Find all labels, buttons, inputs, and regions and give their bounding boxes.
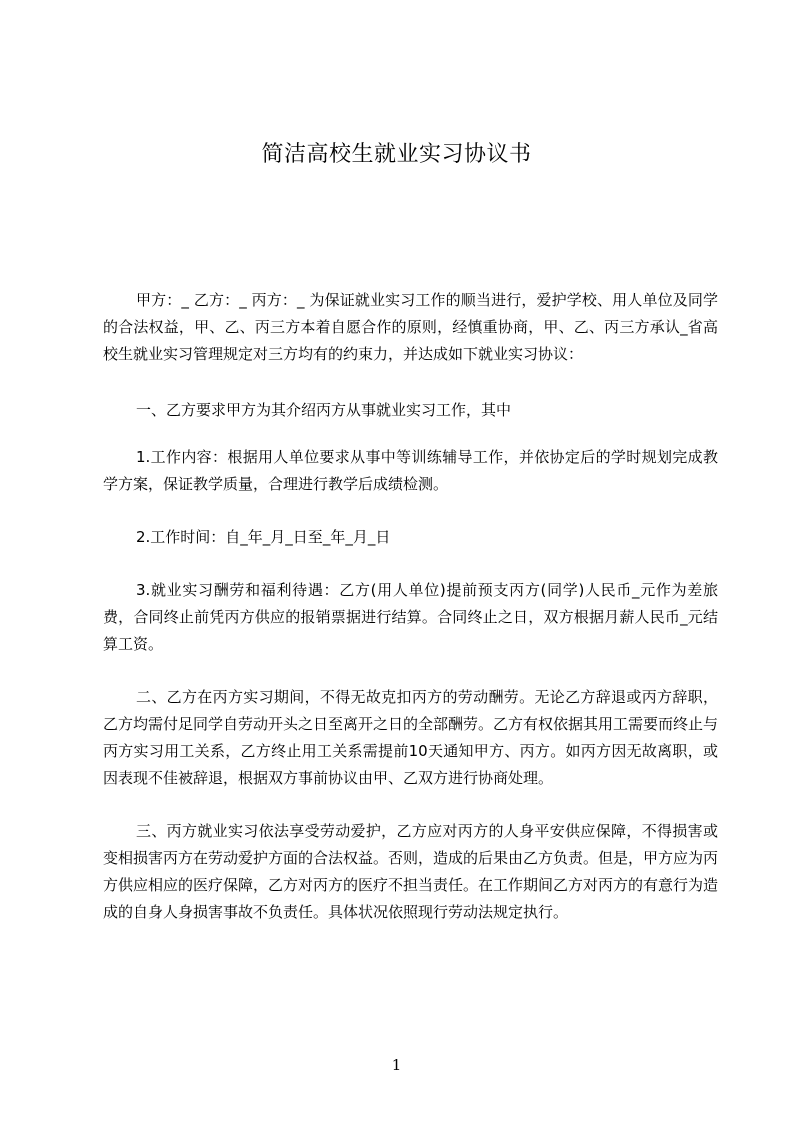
paragraph-section-1: 一、乙方要求甲方为其介绍丙方从事就业实习工作，其中: [136, 401, 512, 419]
document-title: 简洁高校生就业实习协议书: [261, 142, 532, 167]
paragraph-section-3: 三、丙方就业实习依法享受劳动爱护，乙方应对丙方的人身平安供应保障，不得损害或变相损害丙方在劳动爱护方面的合法权益。否则，造成的后果由乙方负责。但是，甲方应为丙方供应相应的医疗保障，乙方对丙方的医疗不担当责任。在工作期间乙方对丙方的有意行为造成的自身人身损害事故不负责任。具体状况依照现行劳动法规定执行。: [103, 822, 719, 921]
paragraph-work-time: 2.工作时间：自_年_月_日至_年_月_日: [136, 528, 391, 546]
paragraph-intro: 甲方：_ 乙方：_ 丙方：_ 为保证就业实习工作的顺当进行，爱护学校、用人单位及同学的合法权益，甲、乙、丙三方本着自愿合作的原则，经慎重协商，甲、乙、丙三方承认_省高校生就业实习管理规定对三方均有的约束力，并达成如下就业实习协议：: [103, 291, 718, 363]
paragraph-section-2: 二、乙方在丙方实习期间，不得无故克扣丙方的劳动酬劳。无论乙方辞退或丙方辞职，乙方均需付足同学自劳动开头之日至离开之日的全部酬劳。乙方有权依据其用工需要而终止与丙方实习用工关系，乙方终止用工关系需提前10天通知甲方、丙方。如丙方因无故离职，或因表现不佳被辞退，根据双方事前协议由甲、乙双方进行协商处理。: [103, 688, 719, 787]
page-number: 1: [391, 1056, 402, 1074]
paragraph-work-content: 1.工作内容：根据用人单位要求从事中等训练辅导工作，并依协定后的学时规划完成教学方案，保证教学质量，合理进行教学后成绩检测。: [103, 448, 718, 493]
paragraph-compensation: 3.就业实习酬劳和福利待遇：乙方(用人单位)提前预支丙方(同学)人民币_元作为差旅费，合同终止前凭丙方供应的报销票据进行结算。合同终止之日，双方根据月薪人民币_元结算工资。: [103, 581, 718, 653]
document-body: [103, 287, 718, 953]
